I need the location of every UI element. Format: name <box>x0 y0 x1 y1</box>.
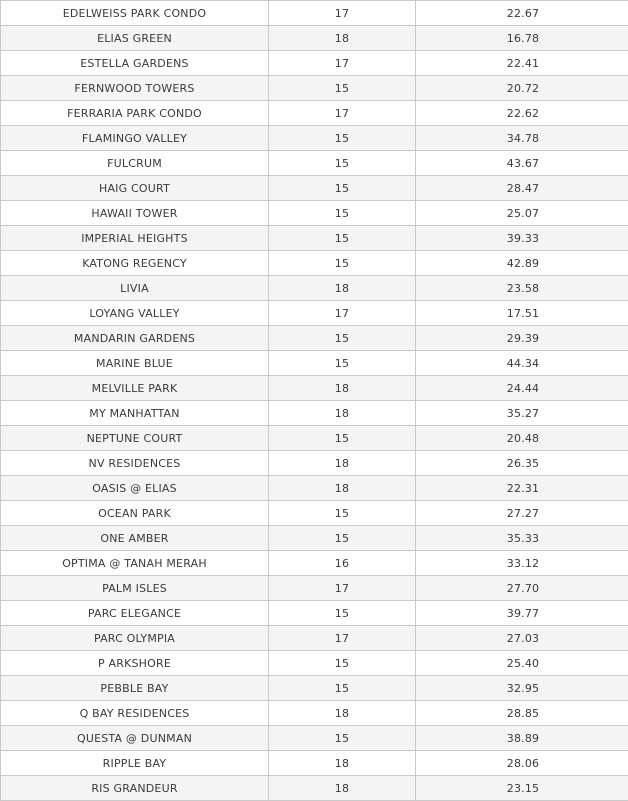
lease-years-cell: 18 <box>269 451 416 476</box>
table-row <box>1 276 628 301</box>
condo-name-cell: P ARKSHORE <box>1 651 269 676</box>
table-row <box>1 701 628 726</box>
value-cell: 22.67 <box>416 1 628 26</box>
table-row <box>1 376 628 401</box>
lease-years-cell: 17 <box>269 626 416 651</box>
table-row <box>1 251 628 276</box>
lease-years-cell: 18 <box>269 401 416 426</box>
lease-years-cell: 18 <box>269 751 416 776</box>
value-cell: 42.89 <box>416 251 628 276</box>
lease-years-cell: 15 <box>269 426 416 451</box>
lease-years-cell: 15 <box>269 601 416 626</box>
table-row <box>1 676 628 701</box>
table-row <box>1 751 628 776</box>
condo-name-cell: RIS GRANDEUR <box>1 776 269 801</box>
table-row <box>1 301 628 326</box>
condo-name-cell: ESTELLA GARDENS <box>1 51 269 76</box>
lease-years-cell: 15 <box>269 76 416 101</box>
lease-years-cell: 15 <box>269 726 416 751</box>
lease-years-cell: 16 <box>269 551 416 576</box>
lease-years-cell: 15 <box>269 676 416 701</box>
table-body <box>1 1 628 801</box>
lease-years-cell: 15 <box>269 326 416 351</box>
condo-name-cell: MARINE BLUE <box>1 351 269 376</box>
value-cell: 16.78 <box>416 26 628 51</box>
condo-name-cell: OPTIMA @ TANAH MERAH <box>1 551 269 576</box>
condo-name-cell: PEBBLE BAY <box>1 676 269 701</box>
condo-name-cell: EDELWEISS PARK CONDO <box>1 1 269 26</box>
value-cell: 32.95 <box>416 676 628 701</box>
value-cell: 29.39 <box>416 326 628 351</box>
condo-name-cell: IMPERIAL HEIGHTS <box>1 226 269 251</box>
lease-years-cell: 15 <box>269 526 416 551</box>
lease-years-cell: 15 <box>269 651 416 676</box>
table-row <box>1 226 628 251</box>
value-cell: 25.07 <box>416 201 628 226</box>
lease-years-cell: 18 <box>269 776 416 801</box>
table-row <box>1 26 628 51</box>
condo-name-cell: LOYANG VALLEY <box>1 301 269 326</box>
value-cell: 23.15 <box>416 776 628 801</box>
lease-years-cell: 17 <box>269 1 416 26</box>
value-cell: 22.31 <box>416 476 628 501</box>
value-cell: 28.47 <box>416 176 628 201</box>
table-row <box>1 601 628 626</box>
table-row <box>1 51 628 76</box>
condo-name-cell: PARC OLYMPIA <box>1 626 269 651</box>
value-cell: 23.58 <box>416 276 628 301</box>
condo-name-cell: KATONG REGENCY <box>1 251 269 276</box>
table-row <box>1 576 628 601</box>
table-row <box>1 76 628 101</box>
condo-name-cell: HAWAII TOWER <box>1 201 269 226</box>
value-cell: 28.85 <box>416 701 628 726</box>
table-row <box>1 351 628 376</box>
value-cell: 43.67 <box>416 151 628 176</box>
condo-name-cell: MELVILLE PARK <box>1 376 269 401</box>
table-row <box>1 526 628 551</box>
value-cell: 24.44 <box>416 376 628 401</box>
value-cell: 17.51 <box>416 301 628 326</box>
lease-years-cell: 18 <box>269 26 416 51</box>
table-row <box>1 626 628 651</box>
condo-name-cell: QUESTA @ DUNMAN <box>1 726 269 751</box>
value-cell: 28.06 <box>416 751 628 776</box>
table-row <box>1 651 628 676</box>
condo-name-cell: ONE AMBER <box>1 526 269 551</box>
condo-name-cell: ELIAS GREEN <box>1 26 269 51</box>
table-row <box>1 151 628 176</box>
lease-years-cell: 15 <box>269 126 416 151</box>
condo-name-cell: FERNWOOD TOWERS <box>1 76 269 101</box>
condo-name-cell: MANDARIN GARDENS <box>1 326 269 351</box>
lease-years-cell: 15 <box>269 351 416 376</box>
value-cell: 39.77 <box>416 601 628 626</box>
lease-years-cell: 18 <box>269 276 416 301</box>
condo-name-cell: PARC ELEGANCE <box>1 601 269 626</box>
condo-name-cell: RIPPLE BAY <box>1 751 269 776</box>
lease-years-cell: 17 <box>269 576 416 601</box>
condo-name-cell: HAIG COURT <box>1 176 269 201</box>
lease-years-cell: 17 <box>269 51 416 76</box>
lease-years-cell: 15 <box>269 176 416 201</box>
condo-name-cell: FLAMINGO VALLEY <box>1 126 269 151</box>
lease-years-cell: 15 <box>269 251 416 276</box>
lease-years-cell: 15 <box>269 151 416 176</box>
value-cell: 26.35 <box>416 451 628 476</box>
table-row <box>1 326 628 351</box>
value-cell: 35.27 <box>416 401 628 426</box>
value-cell: 27.27 <box>416 501 628 526</box>
lease-years-cell: 17 <box>269 101 416 126</box>
condo-name-cell: MY MANHATTAN <box>1 401 269 426</box>
table-row <box>1 726 628 751</box>
condo-name-cell: Q BAY RESIDENCES <box>1 701 269 726</box>
value-cell: 35.33 <box>416 526 628 551</box>
table-row <box>1 476 628 501</box>
condo-name-cell: NV RESIDENCES <box>1 451 269 476</box>
value-cell: 25.40 <box>416 651 628 676</box>
table-row <box>1 101 628 126</box>
value-cell: 44.34 <box>416 351 628 376</box>
lease-years-cell: 15 <box>269 501 416 526</box>
value-cell: 20.48 <box>416 426 628 451</box>
value-cell: 39.33 <box>416 226 628 251</box>
condo-name-cell: OCEAN PARK <box>1 501 269 526</box>
value-cell: 22.41 <box>416 51 628 76</box>
condo-name-cell: PALM ISLES <box>1 576 269 601</box>
value-cell: 20.72 <box>416 76 628 101</box>
table-row <box>1 176 628 201</box>
lease-years-cell: 15 <box>269 226 416 251</box>
table-row <box>1 201 628 226</box>
value-cell: 34.78 <box>416 126 628 151</box>
table-row <box>1 451 628 476</box>
value-cell: 27.70 <box>416 576 628 601</box>
lease-years-cell: 18 <box>269 476 416 501</box>
value-cell: 27.03 <box>416 626 628 651</box>
lease-years-cell: 18 <box>269 376 416 401</box>
lease-years-cell: 18 <box>269 701 416 726</box>
condo-name-cell: OASIS @ ELIAS <box>1 476 269 501</box>
table-row <box>1 501 628 526</box>
lease-years-cell: 15 <box>269 201 416 226</box>
lease-years-cell: 17 <box>269 301 416 326</box>
table-row <box>1 551 628 576</box>
table-row <box>1 1 628 26</box>
condo-name-cell: FERRARIA PARK CONDO <box>1 101 269 126</box>
condo-name-cell: NEPTUNE COURT <box>1 426 269 451</box>
value-cell: 22.62 <box>416 101 628 126</box>
condo-name-cell: LIVIA <box>1 276 269 301</box>
table-row <box>1 426 628 451</box>
condo-name-cell: FULCRUM <box>1 151 269 176</box>
table-row <box>1 401 628 426</box>
value-cell: 38.89 <box>416 726 628 751</box>
table-row <box>1 126 628 151</box>
value-cell: 33.12 <box>416 551 628 576</box>
table-row <box>1 776 628 801</box>
